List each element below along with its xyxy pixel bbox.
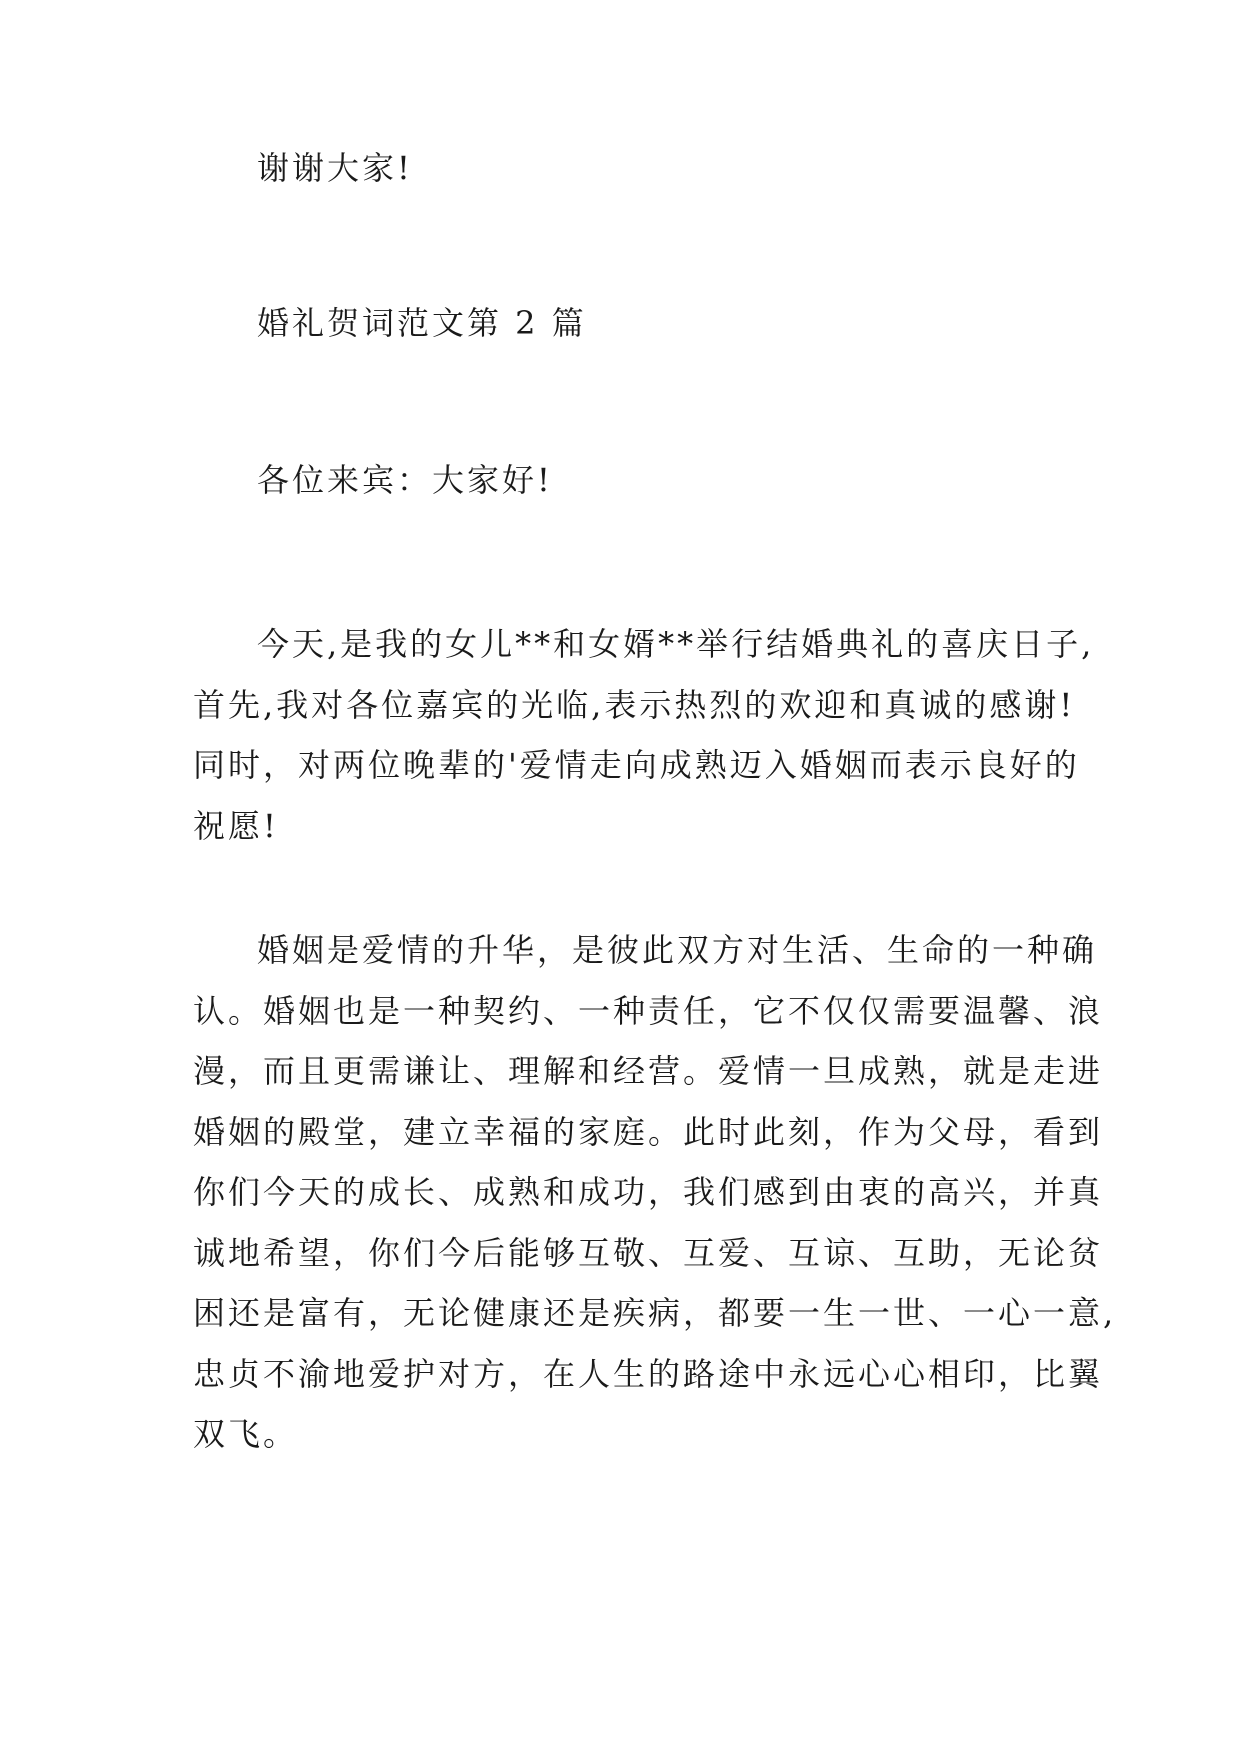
salutation-line: 各位来宾：大家好! xyxy=(257,461,553,499)
paragraph-1-line: 首先,我对各位嘉宾的光临,表示热烈的欢迎和真诚的感谢! xyxy=(193,685,1076,724)
paragraph-2-line: 你们今天的成长、成熟和成功，我们感到由衷的高兴，并真 xyxy=(193,1173,1104,1211)
section-title: 婚礼贺词范文第 2 篇 xyxy=(257,304,587,342)
paragraph-2-line: 困还是富有，无论健康还是疾病，都要一生一世、一心一意, xyxy=(193,1294,1117,1332)
closing-line: 谢谢大家! xyxy=(257,149,413,187)
paragraph-2-line: 双飞。 xyxy=(193,1415,299,1453)
paragraph-2-line: 婚姻是爱情的升华，是彼此双方对生活、生命的一种确 xyxy=(257,931,1098,969)
paragraph-2-line: 漫，而且更需谦让、理解和经营。爱情一旦成熟，就是走进 xyxy=(193,1052,1104,1090)
paragraph-2-line: 认。婚姻也是一种契约、一种责任，它不仅仅需要温馨、浪 xyxy=(193,991,1104,1030)
paragraph-2-line: 婚姻的殿堂，建立幸福的家庭。此时此刻，作为父母，看到 xyxy=(193,1112,1104,1151)
paragraph-1 xyxy=(193,614,1095,856)
paragraph-1-line: 今天,是我的女儿**和女婿**举行结婚典礼的喜庆日子, xyxy=(257,625,1095,663)
paragraph-1-line: 同时，对两位晚辈的'爱情走向成熟迈入婚姻而表示良好的 xyxy=(193,746,1080,784)
paragraph-1-line: 祝愿! xyxy=(193,806,279,845)
paragraph-2-line: 忠贞不渝地爱护对方，在人生的路途中永远心心相印，比翼 xyxy=(193,1354,1104,1393)
paragraph-2 xyxy=(193,920,1117,1465)
paragraph-2-line: 诚地希望，你们今后能够互敬、互爱、互谅、互助，无论贫 xyxy=(193,1233,1104,1272)
